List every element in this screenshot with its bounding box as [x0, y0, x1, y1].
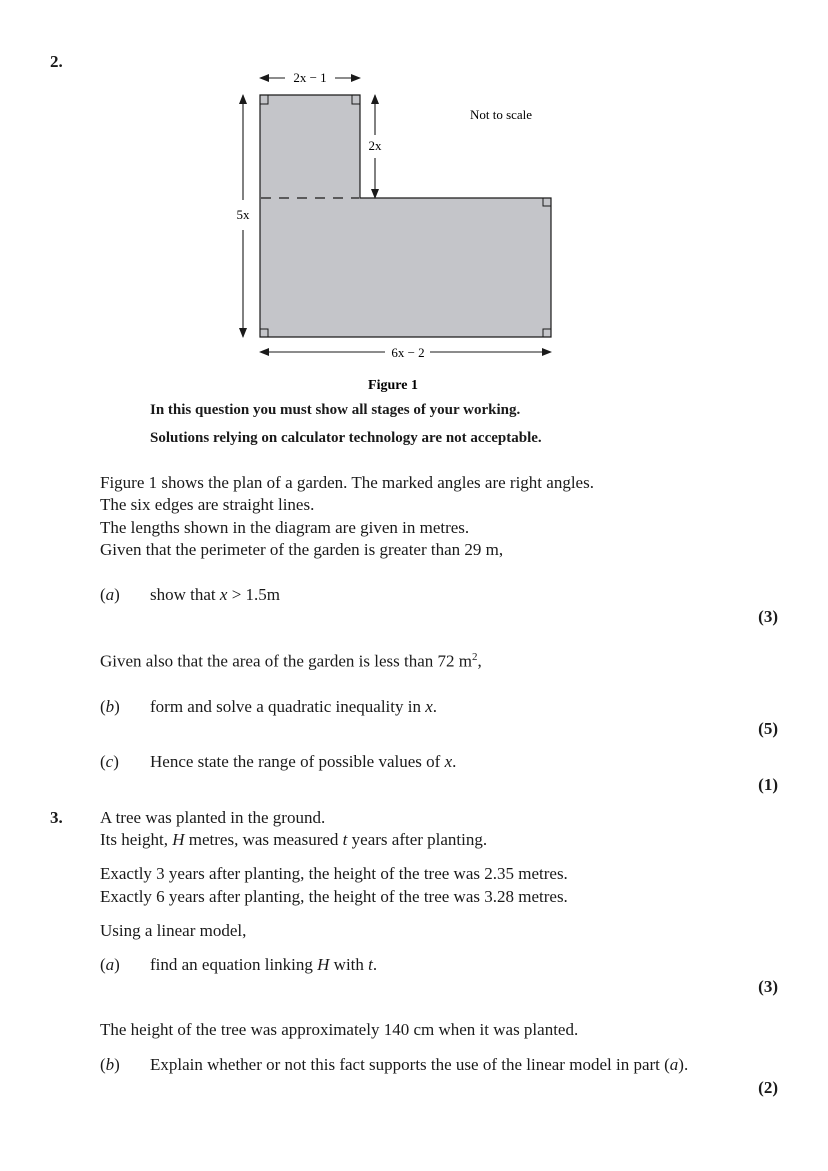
- q2-para-2: The six edges are straight lines.: [100, 495, 315, 514]
- q3-line-2: Its height, H metres, was measured t years after planting.: [100, 830, 488, 849]
- label-left: 5x: [236, 207, 250, 222]
- not-to-scale-note: Not to scale: [469, 107, 533, 122]
- garden-figure: [0, 0, 828, 400]
- calculator-note: Solutions relying on calculator technology are not acceptable.: [150, 430, 542, 446]
- q2-part-c-label: (c): [100, 752, 119, 771]
- q2-part-b-label: (b): [100, 697, 120, 716]
- q3-line-3: Exactly 3 years after planting, the height of the tree was 2.35 metres.: [100, 864, 568, 883]
- q3-part-a-label: (a): [100, 955, 120, 974]
- q3-line-1: A tree was planted in the ground.: [100, 808, 326, 827]
- q3-line-5: Using a linear model,: [100, 921, 247, 940]
- figure-caption: Figure 1: [368, 378, 418, 393]
- q3-part-a-marks: (3): [758, 977, 778, 996]
- q2-part-c-marks: (1): [758, 775, 778, 794]
- q2-part-b-marks: (5): [758, 719, 778, 738]
- q2-para-3: The lengths shown in the diagram are given in metres.: [100, 518, 470, 537]
- q3-part-b-label: (b): [100, 1055, 120, 1074]
- q3-part-b-text: Explain whether or not this fact supports the use of the linear model in part (a).: [150, 1055, 689, 1074]
- garden-shape: [260, 95, 551, 337]
- q3-line-6: The height of the tree was approximately 140 cm when it was planted.: [100, 1020, 579, 1039]
- q2-para-4: Given that the perimeter of the garden is greater than 29 m,: [100, 540, 504, 559]
- q2-part-c-text: Hence state the range of possible values of x.: [150, 752, 457, 771]
- q2-para-1: Figure 1 shows the plan of a garden. The marked angles are right angles.: [100, 473, 594, 492]
- question-number: 3.: [50, 808, 63, 827]
- question-number: 2.: [50, 52, 63, 71]
- label-bottom: 6x − 2: [391, 345, 425, 360]
- label-inner: 2x: [368, 138, 382, 153]
- q2-part-a-text: show that x > 1.5m: [150, 585, 280, 604]
- working-note: In this question you must show all stages of your working.: [150, 402, 521, 418]
- q3-part-b-marks: (2): [758, 1078, 778, 1097]
- q3-part-a-text: find an equation linking H with t.: [150, 955, 378, 974]
- q2-part-b-text: form and solve a quadratic inequality in x.: [150, 697, 438, 716]
- label-top: 2x − 1: [293, 70, 327, 85]
- q3-line-4: Exactly 6 years after planting, the height of the tree was 3.28 metres.: [100, 887, 568, 906]
- q2-part-a-marks: (3): [758, 607, 778, 626]
- q2-given-also: Given also that the area of the garden is less than 72 $m^2$,: [100, 651, 482, 671]
- q2-part-a-label: (a): [100, 585, 120, 604]
